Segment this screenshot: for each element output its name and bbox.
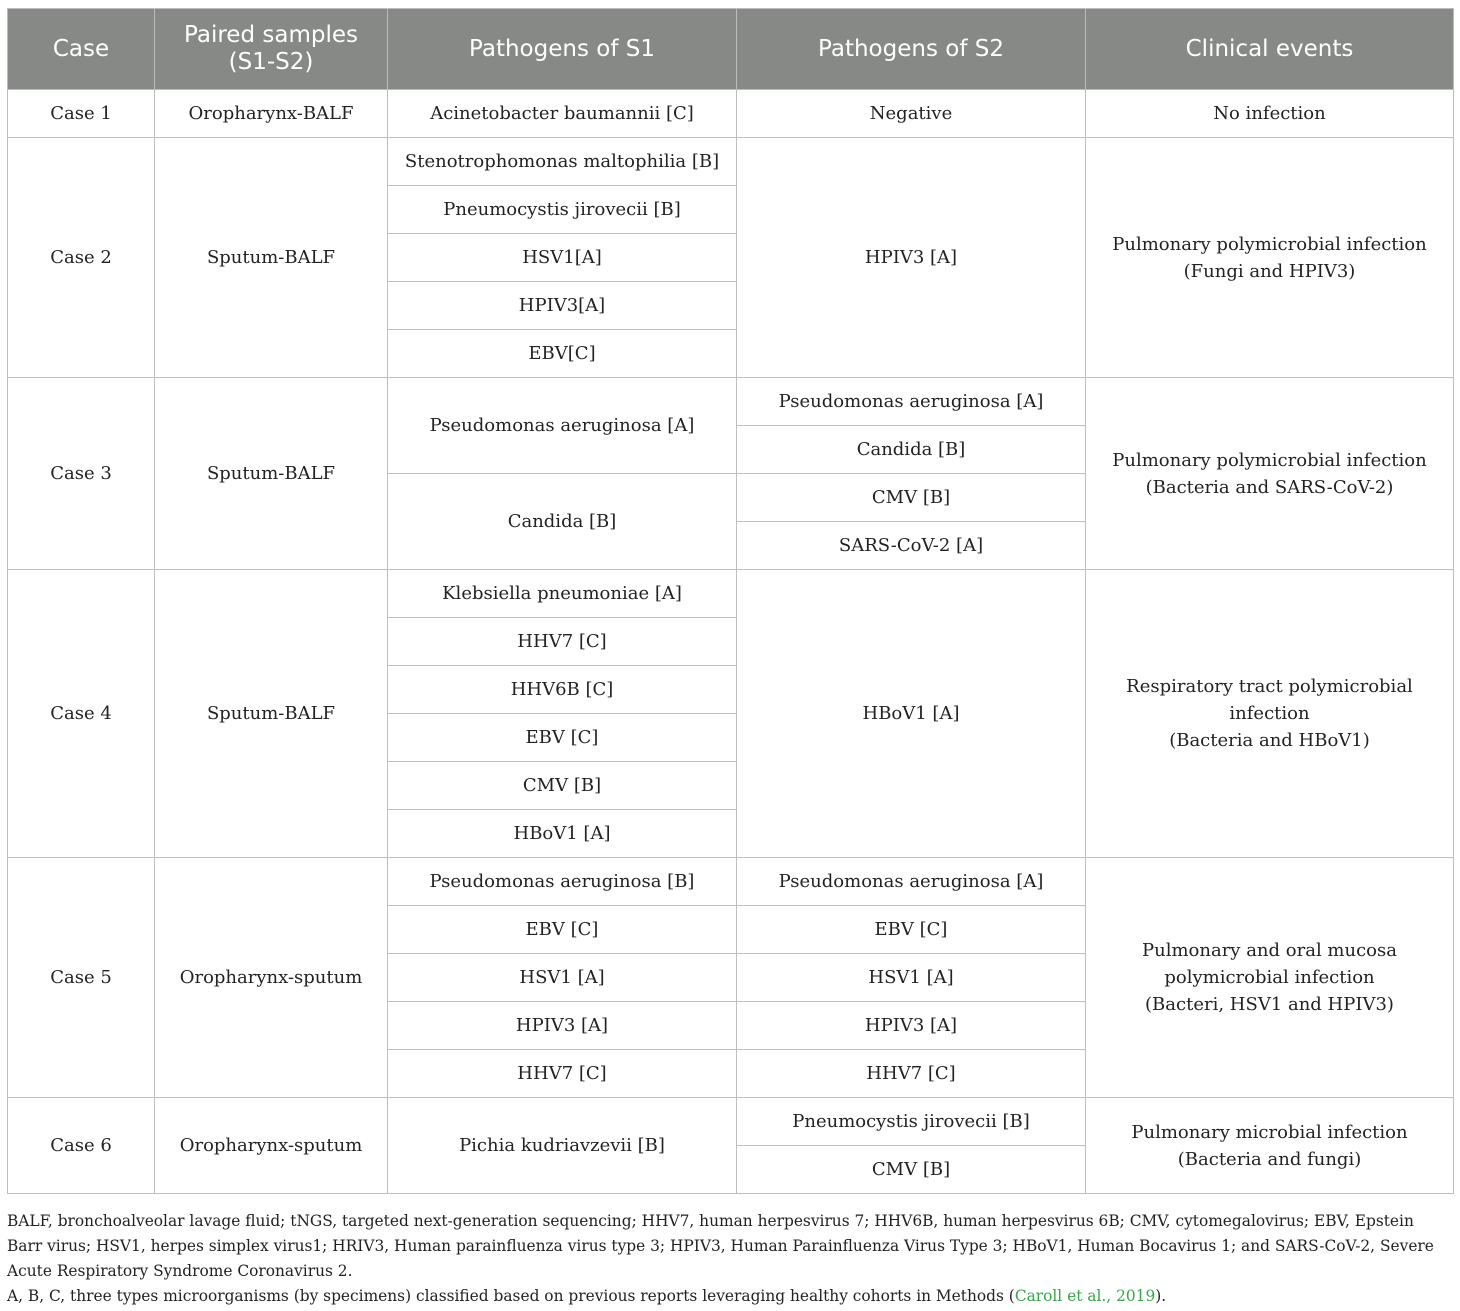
pathogen-s1-cell: Candida [B] xyxy=(388,474,737,570)
header-clinical-events: Clinical events xyxy=(1086,9,1454,90)
pathogen-s2-cell: Negative xyxy=(737,90,1086,138)
pathogen-s2-cell: CMV [B] xyxy=(737,474,1086,522)
pathogen-s2-cell: CMV [B] xyxy=(737,1146,1086,1194)
case-cell: Case 3 xyxy=(8,378,155,570)
clinical-events-cell xyxy=(1086,1098,1454,1194)
abbreviations-note: BALF, bronchoalveolar lavage fluid; tNGS, targeted next-generation sequencing; HHV7, human herpesvirus 7; HHV6B, human herpesvirus 6B; CMV, cytomegalovirus; EBV, Epstein Barr virus; HSV1, herpes simplex virus1; HRIV3, Human parainfluenza virus type 3; HPIV3, Human Parainfluenza Virus Type 3; HBoV1, Human Bocavirus 1; and SARS-CoV-2, Severe Acute Respiratory Syndrome Coronavirus 2. xyxy=(7,1212,1434,1280)
classification-note xyxy=(7,1284,1453,1309)
paired-samples-cell: Oropharynx-sputum xyxy=(155,858,388,1098)
classification-suffix: ). xyxy=(1155,1287,1167,1305)
clinical-event-line: Pulmonary polymicrobial infection xyxy=(1112,449,1427,471)
pathogen-s1-cell: HBoV1 [A] xyxy=(388,810,737,858)
pathogen-s2-cell: Candida [B] xyxy=(737,426,1086,474)
clinical-event-line: No infection xyxy=(1213,103,1326,124)
classification-text: A, B, C, three types microorganisms (by specimens) classified based on previous reports leveraging healthy cohorts in Methods ( xyxy=(7,1287,1015,1305)
pathogen-s2-cell: HSV1 [A] xyxy=(737,954,1086,1002)
pathogen-s1-cell: Pseudomonas aeruginosa [B] xyxy=(388,858,737,906)
case-cell: Case 6 xyxy=(8,1098,155,1194)
clinical-events-cell xyxy=(1086,858,1454,1098)
pathogen-s1-cell: EBV [C] xyxy=(388,714,737,762)
clinical-events-cell xyxy=(1086,90,1454,138)
clinical-events-cell xyxy=(1086,138,1454,378)
pathogen-s2-cell: Pneumocystis jirovecii [B] xyxy=(737,1098,1086,1146)
header-paired-samples: Paired samples (S1-S2) xyxy=(155,9,388,90)
clinical-event-line: Pulmonary microbial infection xyxy=(1131,1121,1408,1143)
pathogen-s1-cell: EBV[C] xyxy=(388,330,737,378)
pathogen-s1-cell: Klebsiella pneumoniae [A] xyxy=(388,570,737,618)
clinical-event-line: Respiratory tract polymicrobial infection xyxy=(1126,676,1413,724)
pathogen-s1-cell: Pseudomonas aeruginosa [A] xyxy=(388,378,737,474)
reference-link[interactable]: Caroll et al., 2019 xyxy=(1014,1287,1156,1305)
clinical-events-cell xyxy=(1086,570,1454,858)
pathogen-s2-cell: Pseudomonas aeruginosa [A] xyxy=(737,378,1086,426)
table-row xyxy=(8,1098,1454,1146)
table-footnotes xyxy=(7,1209,1453,1309)
pathogen-s1-cell: CMV [B] xyxy=(388,762,737,810)
case-cell: Case 5 xyxy=(8,858,155,1098)
pathogen-s2-cell: HPIV3 [A] xyxy=(737,138,1086,378)
paired-samples-cell: Oropharynx-BALF xyxy=(155,90,388,138)
pathogen-s2-cell: HHV7 [C] xyxy=(737,1050,1086,1098)
clinical-event-line: Pulmonary and oral mucosa xyxy=(1142,940,1397,961)
pathogen-s1-cell: HPIV3 [A] xyxy=(388,1002,737,1050)
pathogen-s2-cell: Pseudomonas aeruginosa [A] xyxy=(737,858,1086,906)
pathogen-s1-cell: Acinetobacter baumannii [C] xyxy=(388,90,737,138)
pathogen-s1-cell: HHV7 [C] xyxy=(388,618,737,666)
clinical-event-line: Pulmonary polymicrobial infection xyxy=(1112,233,1427,255)
pathogen-s2-cell: EBV [C] xyxy=(737,906,1086,954)
pathogen-s1-cell: Stenotrophomonas maltophilia [B] xyxy=(388,138,737,186)
clinical-event-line: (Bacteria and fungi) xyxy=(1177,1148,1362,1170)
clinical-event-line: (Bacteri, HSV1 and HPIV3) xyxy=(1145,994,1394,1015)
pathogen-s2-cell: HBoV1 [A] xyxy=(737,570,1086,858)
case-cell: Case 2 xyxy=(8,138,155,378)
pathogen-s2-cell: SARS-CoV-2 [A] xyxy=(737,522,1086,570)
table-row xyxy=(8,138,1454,186)
header-pathogens-s2: Pathogens of S2 xyxy=(737,9,1086,90)
paired-samples-cell: Oropharynx-sputum xyxy=(155,1098,388,1194)
header-row xyxy=(8,9,1454,90)
header-case: Case xyxy=(8,9,155,90)
pathogen-s1-cell: EBV [C] xyxy=(388,906,737,954)
table-row xyxy=(8,90,1454,138)
pathogen-s1-cell: HSV1 [A] xyxy=(388,954,737,1002)
case-cell: Case 1 xyxy=(8,90,155,138)
pathogen-s1-cell: HHV6B [C] xyxy=(388,666,737,714)
paired-samples-cell: Sputum-BALF xyxy=(155,570,388,858)
pathogen-s1-cell: HPIV3[A] xyxy=(388,282,737,330)
paired-samples-cell: Sputum-BALF xyxy=(155,378,388,570)
clinical-events-cell xyxy=(1086,378,1454,570)
case-cell: Case 4 xyxy=(8,570,155,858)
pathogen-s1-cell: Pichia kudriavzevii [B] xyxy=(388,1098,737,1194)
clinical-event-line: (Bacteria and HBoV1) xyxy=(1169,730,1370,751)
pathogen-s2-cell: HPIV3 [A] xyxy=(737,1002,1086,1050)
pathogen-s1-cell: HSV1[A] xyxy=(388,234,737,282)
pathogen-s1-cell: HHV7 [C] xyxy=(388,1050,737,1098)
clinical-event-line: (Fungi and HPIV3) xyxy=(1183,260,1356,282)
table-row xyxy=(8,858,1454,906)
table-row xyxy=(8,378,1454,426)
pathogen-s1-cell: Pneumocystis jirovecii [B] xyxy=(388,186,737,234)
clinical-event-line: (Bacteria and SARS-CoV-2) xyxy=(1145,476,1394,498)
pathogen-table xyxy=(7,8,1454,1194)
header-pathogens-s1: Pathogens of S1 xyxy=(388,9,737,90)
table-row xyxy=(8,570,1454,618)
clinical-event-line: polymicrobial infection xyxy=(1164,967,1375,988)
paired-samples-cell: Sputum-BALF xyxy=(155,138,388,378)
